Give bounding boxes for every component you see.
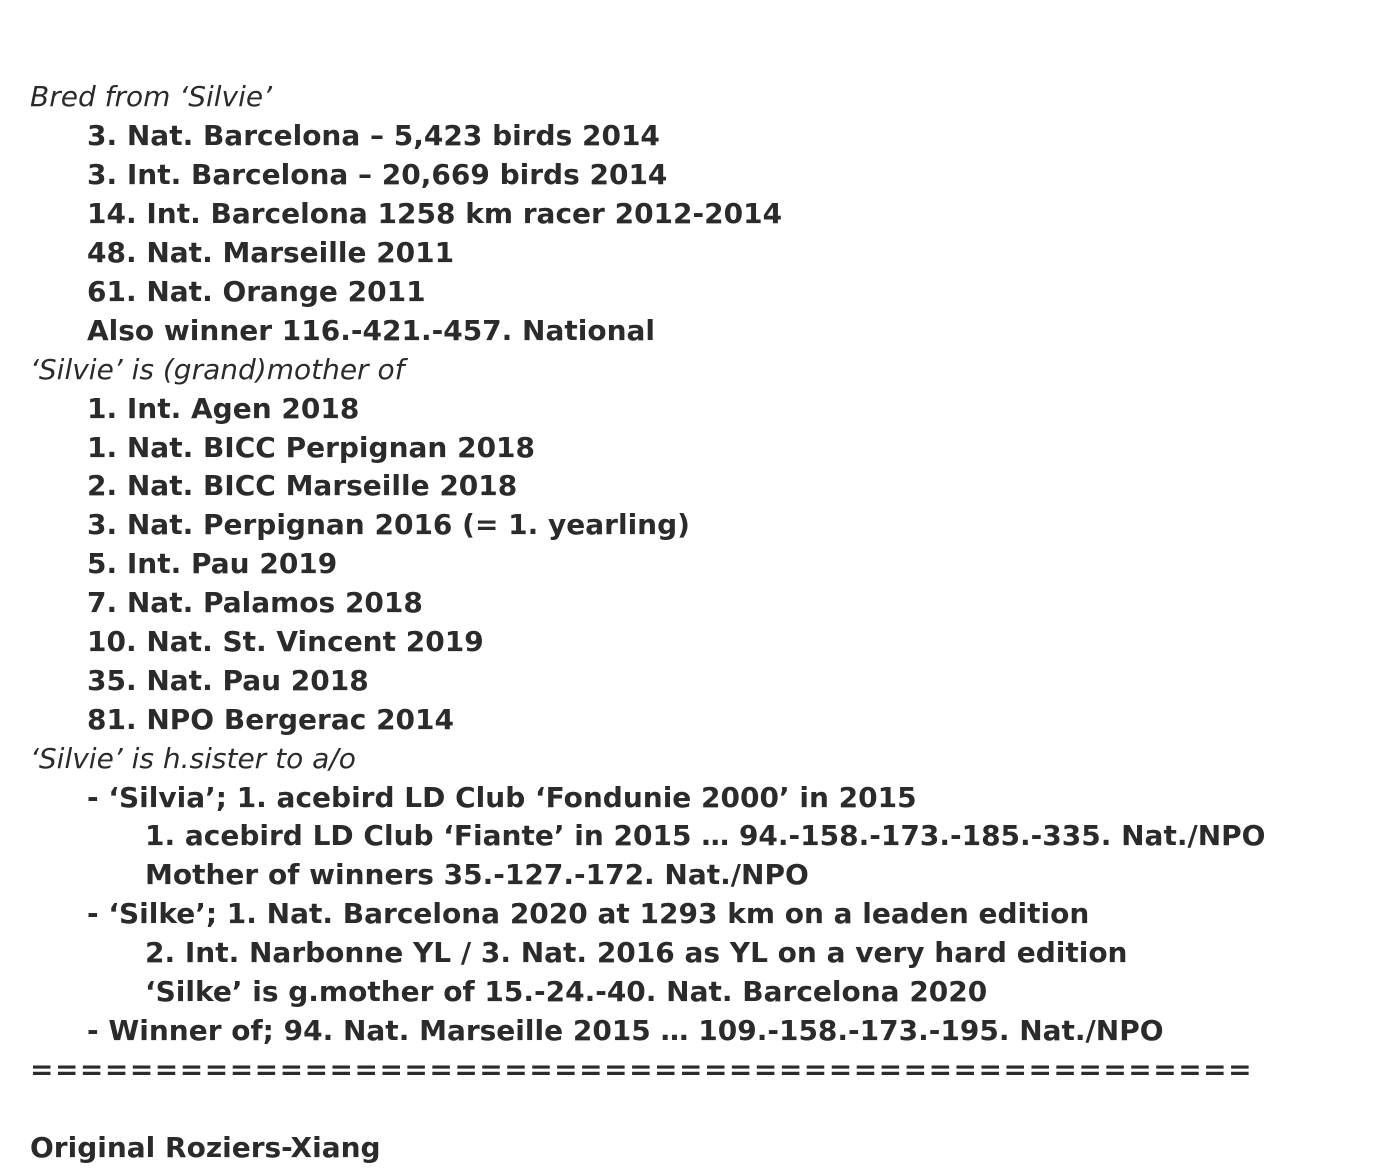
result-line: 3. Int. Barcelona – 20,669 birds 2014 <box>87 158 668 191</box>
sibling-detail-line: ‘Silke’ is g.mother of 15.-24.-40. Nat. Barcelona 2020 <box>145 975 988 1008</box>
section-heading-half-sister: ‘Silvie’ is h.sister to a/o <box>30 742 356 775</box>
result-line: 1. Nat. BICC Perpignan 2018 <box>87 431 536 464</box>
sibling-detail-line: 1. acebird LD Club ‘Fiante’ in 2015 … 94.-158.-173.-185.-335. Nat./NPO <box>145 819 1266 852</box>
footer-title: Original Roziers-Xiang <box>30 1131 381 1164</box>
result-line: 7. Nat. Palamos 2018 <box>87 586 423 619</box>
result-line: 1. Int. Agen 2018 <box>87 392 360 425</box>
section-heading-grandmother-of: ‘Silvie’ is (grand)mother of <box>30 353 405 386</box>
separator-line: ================================================= <box>30 1053 1254 1086</box>
section-heading-bred-from: Bred from ‘Silvie’ <box>30 80 273 113</box>
result-line: 10. Nat. St. Vincent 2019 <box>87 625 484 658</box>
result-line: 14. Int. Barcelona 1258 km racer 2012-2014 <box>87 197 783 230</box>
result-line: 3. Nat. Barcelona – 5,423 birds 2014 <box>87 119 660 152</box>
sibling-winner-line: - Winner of; 94. Nat. Marseille 2015 … 109.-158.-173.-195. Nat./NPO <box>87 1014 1164 1047</box>
result-line: Also winner 116.-421.-457. National <box>87 314 656 347</box>
result-line: 2. Nat. BICC Marseille 2018 <box>87 469 518 502</box>
sibling-detail-line: 2. Int. Narbonne YL / 3. Nat. 2016 as YL on a very hard edition <box>145 936 1128 969</box>
result-line: 48. Nat. Marseille 2011 <box>87 236 455 269</box>
result-line: 3. Nat. Perpignan 2016 (= 1. yearling) <box>87 508 690 541</box>
sibling-silke-line: - ‘Silke’; 1. Nat. Barcelona 2020 at 1293 km on a leaden edition <box>87 897 1090 930</box>
result-line: 81. NPO Bergerac 2014 <box>87 703 455 736</box>
sibling-detail-line: Mother of winners 35.-127.-172. Nat./NPO <box>145 858 809 891</box>
result-line: 35. Nat. Pau 2018 <box>87 664 369 697</box>
sibling-silvia-line: - ‘Silvia’; 1. acebird LD Club ‘Fondunie 2000’ in 2015 <box>87 781 917 814</box>
result-line: 61. Nat. Orange 2011 <box>87 275 426 308</box>
result-line: 5. Int. Pau 2019 <box>87 547 338 580</box>
